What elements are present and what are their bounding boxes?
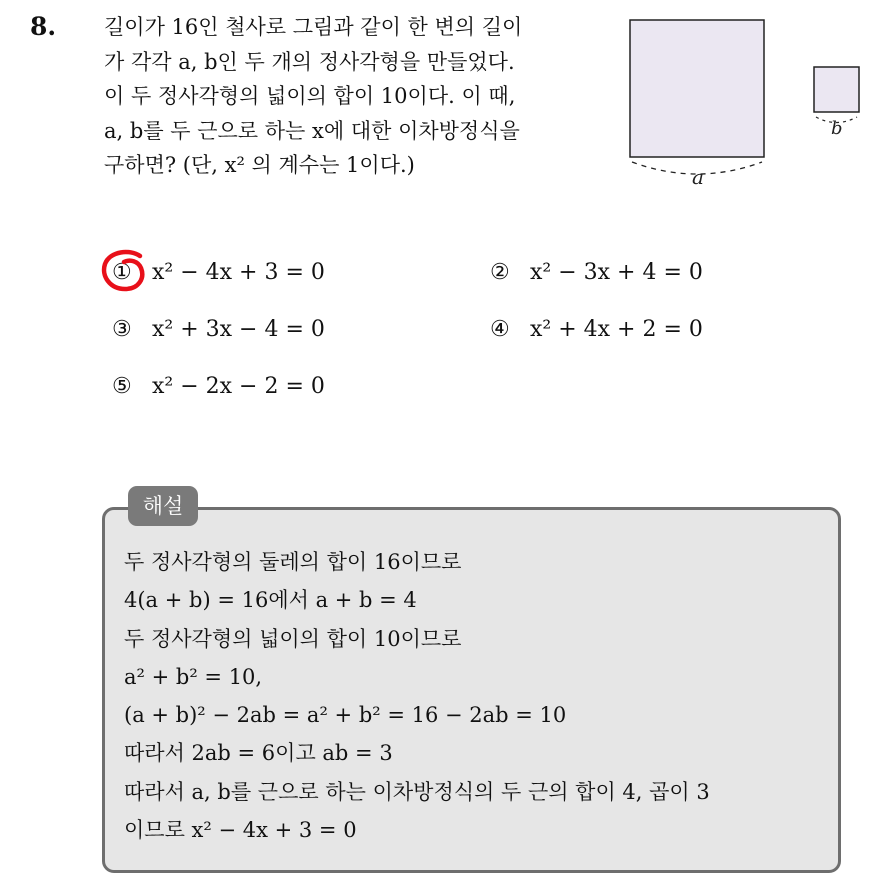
choice-number: ①	[112, 260, 132, 285]
answer-circle-mark	[100, 248, 152, 294]
large-square	[630, 20, 764, 157]
choice-text: x² − 2x − 2 = 0	[152, 374, 325, 399]
solution-text	[124, 543, 834, 849]
choice-text: x² + 3x − 4 = 0	[152, 317, 325, 342]
solution-line: 이므로 x² − 4x + 3 = 0	[124, 818, 357, 843]
choice-text: x² + 4x + 2 = 0	[530, 317, 703, 342]
question-line: 이 두 정사각형의 넓이의 합이 10이다. 이 때,	[104, 84, 516, 108]
choice-number: ⑤	[112, 374, 132, 399]
question-line: 구하면? (단, x² 의 계수는 1이다.)	[104, 153, 415, 177]
solution-line: (a + b)² − 2ab = a² + b² = 16 − 2ab = 10	[124, 703, 567, 728]
large-side-label: a	[692, 165, 704, 189]
question-line: a, b를 두 근으로 하는 x에 대한 이차방정식을	[104, 118, 520, 143]
choice-number: ③	[112, 317, 132, 342]
choice-text: x² − 4x + 3 = 0	[152, 260, 325, 285]
small-side-label: b	[831, 118, 843, 139]
choice-2[interactable]	[490, 258, 703, 288]
solution-line: 두 정사각형의 넓이의 합이 10이므로	[124, 626, 462, 651]
squares-figure	[624, 14, 868, 194]
solution-line: 따라서 a, b를 근으로 하는 이차방정식의 두 근의 합이 4, 곱이 3	[124, 779, 710, 804]
question-line: 길이가 16인 철사로 그림과 같이 한 변의 길이	[104, 15, 523, 39]
question-number: 8.	[30, 12, 57, 41]
solution-line: a² + b² = 10,	[124, 664, 263, 689]
choice-5[interactable]	[112, 372, 325, 402]
solution-line: 따라서 2ab = 6이고 ab = 3	[124, 741, 393, 766]
choice-number: ②	[490, 260, 510, 285]
solution-tag: 해설	[128, 486, 198, 526]
choice-number: ④	[490, 317, 510, 342]
solution-line: 4(a + b) = 16에서 a + b = 4	[124, 588, 417, 613]
solution-line: 두 정사각형의 둘레의 합이 16이므로	[124, 550, 462, 574]
question-stem	[104, 10, 624, 183]
choice-4[interactable]	[490, 315, 703, 345]
question-line: 가 각각 a, b인 두 개의 정사각형을 만들었다.	[104, 49, 515, 74]
choice-3[interactable]	[112, 315, 325, 345]
small-square	[814, 67, 859, 112]
choice-text: x² − 3x + 4 = 0	[530, 260, 703, 285]
